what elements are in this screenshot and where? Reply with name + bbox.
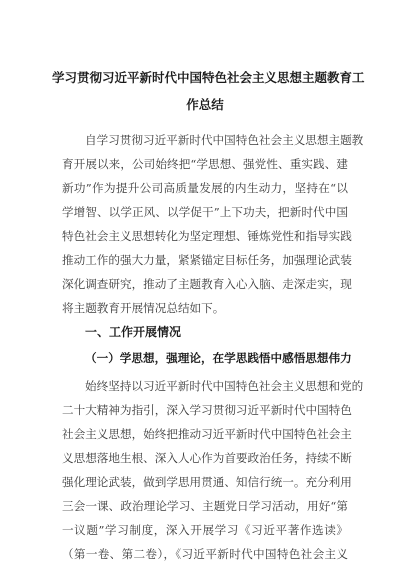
subsection-paragraph-line: （第一卷、第二卷），《习近平新时代中国特色社会主义: [62, 547, 348, 561]
subsection-paragraph-line: 强化理论武装，做到学思用贯通、知信行统一。充分利用: [62, 475, 352, 489]
subsection-paragraph-line: 一议题”学习制度，深入开展学习《习近平著作选读》: [62, 523, 348, 537]
subsection-paragraph-line: 义思想落地生根、深入人心作为首要政治任务，持续不断: [62, 451, 352, 465]
subsection-heading: （一）学思想，强理论，在学思践悟中感悟思想伟力: [85, 351, 352, 365]
intro-paragraph-line: 育开展以来，公司始终把“学思想、强党性、重实践、建: [62, 157, 348, 171]
intro-paragraph-line: 特色社会主义思想转化为坚定理想、锤炼党性和指导实践: [62, 229, 352, 243]
subsection-paragraph-line: 二十大精神为指引，深入学习贯彻习近平新时代中国特色: [62, 403, 352, 417]
section-heading: 一、工作开展情况: [85, 325, 182, 339]
intro-paragraph-line: 自学习贯彻习近平新时代中国特色社会主义思想主题教: [85, 133, 364, 147]
intro-paragraph-line: 学增智、以学正风、以学促干”上下功夫，把新时代中国: [62, 205, 348, 219]
subsection-paragraph-line: 三会一课、政治理论学习、主题党日学习活动，用好“第: [62, 499, 348, 513]
subsection-paragraph-line: 始终坚持以习近平新时代中国特色社会主义思想和党的: [85, 379, 364, 393]
document-title-line1: 学习贯彻习近平新时代中国特色社会主义思想主题教育工: [52, 70, 365, 85]
intro-paragraph-line: 深化调查研究，推动了主题教育入心入脑、走深走实，现: [62, 277, 352, 291]
intro-paragraph-line: 将主题教育开展情况总结如下。: [62, 301, 225, 315]
intro-paragraph-line: 推动工作的强大力量，紧紧锚定目标任务，加强理论武装: [62, 253, 352, 267]
document-title-line2: 作总结: [186, 97, 224, 112]
intro-paragraph-line: 新功”作为提升公司高质量发展的内生动力，坚持在“以: [62, 181, 348, 195]
subsection-paragraph-line: 社会主义思想，始终把推动习近平新时代中国特色社会主: [62, 427, 352, 441]
